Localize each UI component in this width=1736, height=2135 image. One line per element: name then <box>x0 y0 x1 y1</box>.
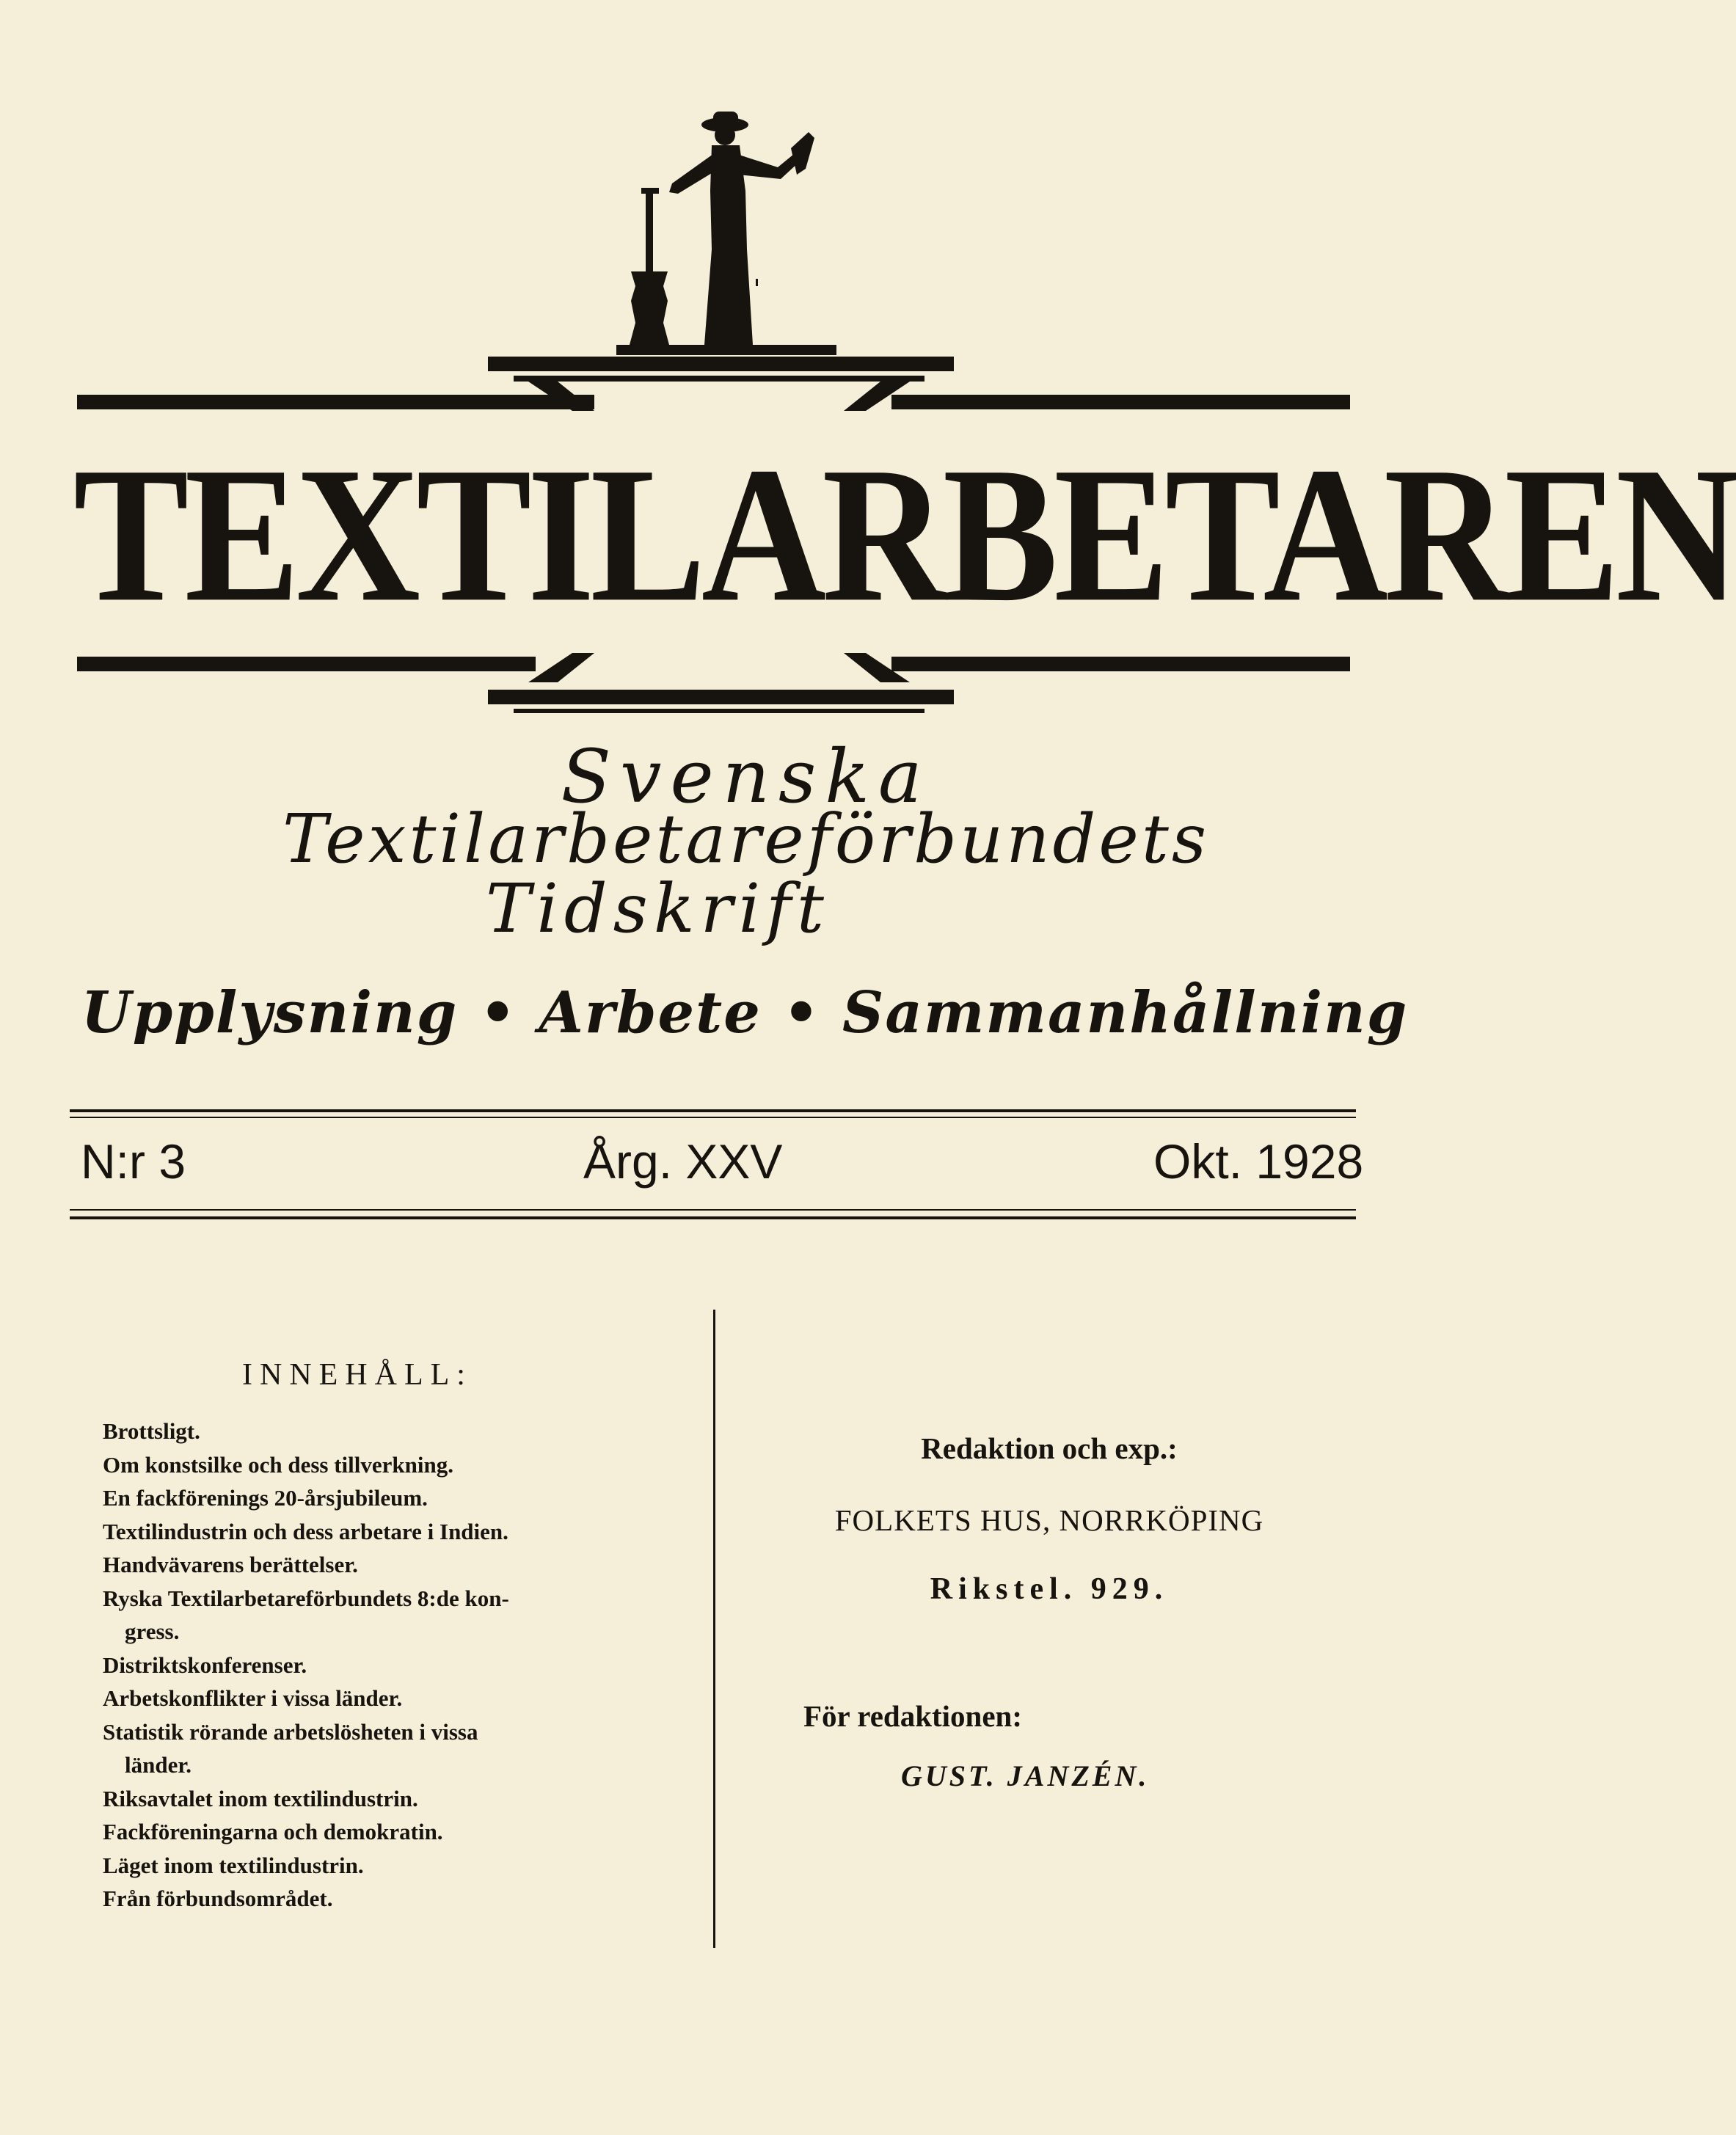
contents-item: En fackförenings 20-årsjubileum. <box>103 1485 428 1511</box>
masthead-top-plinth-2 <box>514 376 924 382</box>
editorial-address: FOLKETS HUS, NORRKÖPING <box>834 1503 1264 1537</box>
contents-item: Statistik rörande arbetslösheten i vissa <box>103 1718 478 1745</box>
contents-item: Brottsligt. <box>103 1418 200 1444</box>
contents-item: Distriktskonferenser. <box>103 1652 307 1678</box>
masthead-bottom-plinth-2 <box>514 709 924 713</box>
subtitle-line-1: Svenska <box>561 734 931 820</box>
weaver-figure-icon <box>602 103 880 367</box>
issue-number: N:r 3 <box>81 1134 186 1189</box>
masthead-top-right-bar <box>891 395 1350 409</box>
issue-rule-top <box>70 1109 1356 1112</box>
editorial-label: Redaktion och exp.: <box>921 1431 1178 1465</box>
contents-item: Arbetskonflikter i vissa länder. <box>103 1685 403 1711</box>
issue-rule-bottom-thin <box>70 1209 1356 1211</box>
contents-item: Textilindustrin och dess arbetare i Indien. <box>103 1518 508 1544</box>
issue-rule-bottom <box>70 1216 1356 1219</box>
contents-item: Från förbundsområdet. <box>103 1886 333 1911</box>
editorial-phone: Rikstel. 929. <box>930 1572 1169 1606</box>
contents-item: Handvävarens berättelser. <box>103 1552 358 1577</box>
masthead-bottom-plinth <box>488 690 954 704</box>
for-editorial-label: För redaktionen: <box>803 1699 1023 1733</box>
subtitle-line-3: Tidskrift <box>485 869 831 948</box>
masthead-top-plinth <box>488 357 954 371</box>
masthead-bottom-chevron <box>514 638 924 682</box>
masthead-bottom-right-bar <box>891 657 1350 671</box>
contents-item: Om konstsilke och dess tillverkning. <box>103 1451 453 1478</box>
masthead-top-chevron <box>514 382 924 426</box>
issue-volume: Årg. XXV <box>583 1134 783 1189</box>
contents-heading: INNEHÅLL: <box>242 1358 473 1392</box>
column-divider <box>713 1310 715 1948</box>
masthead-title: TEXTILARBETAREN <box>73 428 1736 643</box>
contents-item: Fackföreningarna och demokratin. <box>103 1819 443 1844</box>
contents-list <box>103 1415 671 1916</box>
contents-item: länder. <box>125 1752 192 1778</box>
masthead-bottom-left-bar <box>77 657 536 671</box>
contents-item: Läget inom textilindustrin. <box>103 1852 364 1878</box>
issue-date: Okt. 1928 <box>1153 1134 1364 1189</box>
contents-item: Riksavtalet inom textilindustrin. <box>103 1785 418 1811</box>
editor-name: GUST. JANZÉN. <box>901 1759 1150 1792</box>
subtitle-line-2: Textilarbetareförbundets <box>282 800 1210 878</box>
contents-item: gress. <box>125 1618 180 1644</box>
contents-item: Ryska Textilarbetareförbundets 8:de kon- <box>103 1585 509 1611</box>
issue-rule-top-thin <box>70 1117 1356 1118</box>
motto: Upplysning • Arbete • Sammanhållning <box>81 979 1409 1046</box>
